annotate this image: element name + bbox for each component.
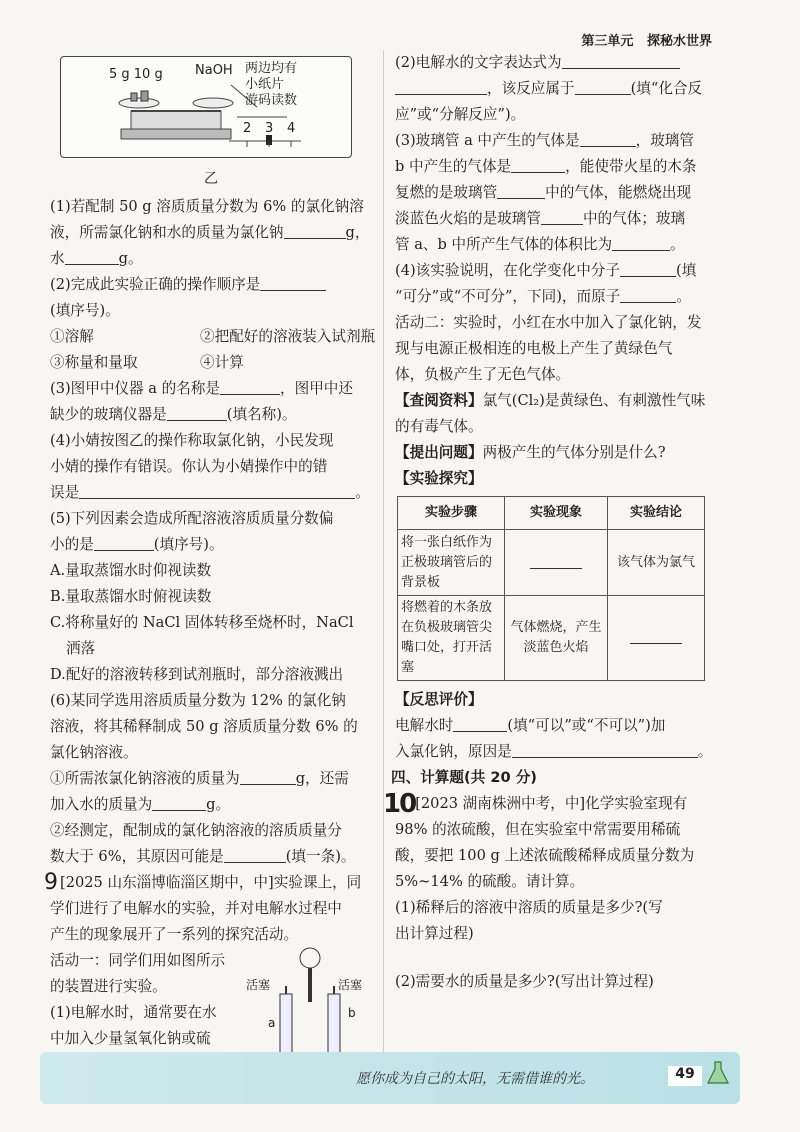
q5-option-a: A.量取蒸馏水时仰视读数 <box>50 562 212 579</box>
q4-line3: 误是 。 <box>50 484 370 501</box>
q10-sub2: (2)需要水的质量是多少?(写出计算过程) <box>395 973 654 990</box>
q6-sub2-line1: ②经测定，配制成的氯化钠溶液的溶质质量分 <box>50 822 342 839</box>
q5-line2: 小的是 (填序号)。 <box>50 536 224 553</box>
answer-blank[interactable] <box>530 552 582 569</box>
reflect-line2: 入氯化钠，原因是 。 <box>395 743 713 760</box>
question-number: 10 <box>383 789 416 819</box>
answer-blank[interactable] <box>240 768 296 785</box>
answer-blank[interactable] <box>620 260 676 277</box>
answer-blank[interactable] <box>453 715 507 732</box>
tube-b-label: b <box>348 1006 356 1020</box>
q9-line2: 学们进行了电解水的实验，并对电解水过程中 <box>50 900 342 917</box>
unit-title: 探秘水世界 <box>646 34 712 49</box>
answer-blank[interactable] <box>575 78 631 95</box>
table-cell: 气体燃烧，产生淡蓝色火焰 <box>505 596 608 681</box>
q5-option-c-cont: 洒落 <box>66 640 96 657</box>
q6-line1: (6)某同学选用溶质质量分数为 12% 的氯化钠 <box>50 692 346 709</box>
q9-line1: 9 [2025 山东淄博临淄区期中，中]实验课上，同 <box>44 870 362 895</box>
table-row <box>398 596 705 681</box>
note-line1: 两边均有 <box>245 61 298 76</box>
q6-sub1-line2: 加入水的质量为 g。 <box>50 796 231 813</box>
q4-line1: (4)小婧按图乙的操作称取氯化钠，小民发现 <box>50 432 334 449</box>
table-cell: 该气体为氯气 <box>608 530 705 596</box>
activity2-line3: 体，负极产生了无色气体。 <box>395 366 571 383</box>
q2-options-row2: ③称量和量取 ④计算 <box>50 354 244 371</box>
r-q3-line3: 复燃的是玻璃管 中的气体，能燃烧出现 <box>395 184 692 201</box>
activity2-line2: 现与电源正极相连的电极上产生了黄绿色气 <box>395 340 673 357</box>
stopcock-left-label: 活塞 <box>246 978 271 992</box>
answer-blank[interactable] <box>79 482 355 499</box>
answer-blank[interactable] <box>562 52 680 69</box>
left-column <box>44 50 376 1108</box>
q9-line3: 产生的现象展开了一系列的探究活动。 <box>50 926 299 943</box>
q6-line2: 溶液，将其稀释制成 50 g 溶质质量分数 6% 的 <box>50 718 358 735</box>
page-header <box>581 30 712 49</box>
scale-tick-3: 3 <box>265 121 274 136</box>
tube-a-label: a <box>268 1016 276 1030</box>
answer-blank[interactable] <box>220 378 280 395</box>
q10-line3: 酸，要把 100 g 上述浓硫酸稀释成质量分数为 <box>395 847 695 864</box>
note-line3: 游码读数 <box>245 93 298 108</box>
r-q2-line2: ，该反应属于 (填“化合反 <box>395 76 713 102</box>
answer-blank[interactable] <box>224 846 286 863</box>
r-q3-line4: 淡蓝色火焰的是玻璃管 中的气体；玻璃 <box>395 210 686 227</box>
table-header-row <box>398 497 705 530</box>
table-cell <box>505 530 608 596</box>
table-header: 实验现象 <box>505 497 608 530</box>
experiment-table <box>397 496 705 681</box>
figure-caption: 乙 <box>204 171 218 187</box>
q2-options-row1: ①溶解 ②把配好的溶液装入试剂瓶 <box>50 328 376 345</box>
r-q3-line2: b 中产生的气体是 ，能使带火星的木条 <box>395 158 697 175</box>
r-q2-line1: (2)电解水的文字表达式为 <box>395 50 713 76</box>
answer-blank[interactable] <box>630 627 682 644</box>
reflect-tag-line <box>395 687 713 713</box>
note-line2: 小纸片 <box>245 77 285 92</box>
q6-sub2-line2: 数大于 6%，其原因可能是 (填一条)。 <box>50 848 356 865</box>
explore-tag: 【实验探究】 <box>395 470 483 487</box>
activity2-line1: 活动二：实验时，小红在水中加入了氯化钠，发 <box>395 314 702 331</box>
stopcock-right-label: 活塞 <box>338 978 363 992</box>
table-row <box>398 530 705 596</box>
q5-option-d: D.配好的溶液转移到试剂瓶时，部分溶液溅出 <box>50 666 344 683</box>
q1-line2: 液，所需氯化钠和水的质量为氯化钠 g， <box>50 224 370 241</box>
r-q4-line1: (4)该实验说明，在化学变化中分子 (填 <box>395 262 697 279</box>
activity1-line2: 的装置进行实验。 <box>50 978 167 995</box>
q1-line3: 水 g。 <box>50 250 143 267</box>
answer-blank[interactable] <box>152 794 206 811</box>
unit-label: 第三单元 <box>581 34 634 49</box>
q10-sub1-line1: (1)稀释后的溶液中溶质的质量是多少?(写 <box>395 899 663 916</box>
footer-motto: 愿你成为自己的太阳，无需借谁的光。 <box>356 1071 594 1087</box>
q6-sub1-line1: ①所需浓氯化钠溶液的质量为 g，还需 <box>50 770 349 787</box>
q10-line4: 5%~14% 的硫酸。请计算。 <box>395 873 585 890</box>
answer-blank[interactable] <box>612 234 670 251</box>
table-cell: 将燃着的木条放在负极玻璃管尖嘴口处，打开活塞 <box>398 596 505 681</box>
lookup-line2: 的有毒气体。 <box>395 418 483 435</box>
question-number: 9 <box>44 870 58 895</box>
scale-tick-4: 4 <box>287 121 296 136</box>
question-line: 【提出问题】两极产生的气体分别是什么? <box>395 444 666 461</box>
q5-option-c: C.将称量好的 NaCl 固体转移至烧杯时，NaCl <box>50 614 354 631</box>
scale-tick-2: 2 <box>243 121 252 136</box>
balance-figure <box>60 56 352 158</box>
flask-icon <box>706 1060 730 1086</box>
column-divider <box>383 50 384 1055</box>
q6-line3: 氯化钠溶液。 <box>50 744 138 761</box>
q4-line2: 小婧的操作有错误。你认为小婧操作中的错 <box>50 458 328 475</box>
answer-blank[interactable] <box>284 222 346 239</box>
q5-line1: (5)下列因素会造成所配溶液溶质质量分数偏 <box>50 510 334 527</box>
table-header: 实验结论 <box>608 497 705 530</box>
table-header: 实验步骤 <box>398 497 505 530</box>
table-cell <box>608 596 705 681</box>
q10-line1: 10[2023 湖南株洲中考，中]化学实验室现有 <box>383 789 688 819</box>
reflect-line1: 电解水时 (填“可以”或“不可以”)加 <box>395 717 666 734</box>
r-q3-line1: (3)玻璃管 a 中产生的气体是 ，玻璃管 <box>395 132 694 149</box>
q5-option-b: B.量取蒸馏水时俯视读数 <box>50 588 212 605</box>
answer-blank[interactable] <box>511 156 565 173</box>
naoh-label: NaOH <box>195 63 233 78</box>
reflect-tag: 【反思评价】 <box>395 691 483 708</box>
q10-sub1-line2: 出计算过程) <box>395 925 474 942</box>
r-q2-line3: 应”或“分解反应”)。 <box>395 106 526 123</box>
q9-1-line1: (1)电解水时，通常要在水 <box>50 1004 217 1021</box>
activity1-line1: 活动一：同学们用如图所示 <box>50 952 226 969</box>
r-q4-line2: “可分”或“不可分”，下同)，而原子 。 <box>395 288 691 305</box>
answer-blank[interactable] <box>167 404 227 421</box>
answer-blank[interactable] <box>620 286 676 303</box>
answer-blank[interactable] <box>580 130 636 147</box>
question-tag: 【提出问题】 <box>395 444 483 461</box>
q3-line1: (3)图甲中仪器 a 的名称是 ，图甲中还 <box>50 380 353 397</box>
answer-blank[interactable] <box>260 274 326 291</box>
page-number: 49 <box>668 1066 702 1086</box>
q9-1-line2: 中加入少量氢氧化钠或硫 <box>50 1030 211 1047</box>
right-column <box>383 50 713 995</box>
answer-blank[interactable] <box>94 534 154 551</box>
answer-blank[interactable] <box>497 182 545 199</box>
answer-blank[interactable] <box>395 78 487 95</box>
q1-line1: (1)若配制 50 g 溶质质量分数为 6% 的氯化钠溶 <box>50 198 364 215</box>
q10-line2: 98% 的浓硫酸，但在实验室中常需要用稀硫 <box>395 821 681 838</box>
section4-title: 四、计算题(共 20 分) <box>391 769 537 786</box>
q3-line2: 缺少的玻璃仪器是 (填名称)。 <box>50 406 297 423</box>
answer-blank[interactable] <box>65 248 119 265</box>
lookup-tag: 【查阅资料】 <box>395 392 483 409</box>
table-cell: 将一张白纸作为正极玻璃管后的背景板 <box>398 530 505 596</box>
weights-label: 5 g 10 g <box>109 67 163 82</box>
q2-line2: (填序号)。 <box>50 302 120 319</box>
explore-line <box>395 466 713 492</box>
lookup-line1: 【查阅资料】氯气(Cl₂)是黄绿色、有刺激性气味 <box>395 392 706 409</box>
q2-line1: (2)完成此实验正确的操作顺序是 <box>50 272 372 298</box>
answer-blank[interactable] <box>512 741 698 758</box>
r-q3-line5: 管 a、b 中所产生气体的体积比为 。 <box>395 236 685 253</box>
answer-blank[interactable] <box>541 208 583 225</box>
